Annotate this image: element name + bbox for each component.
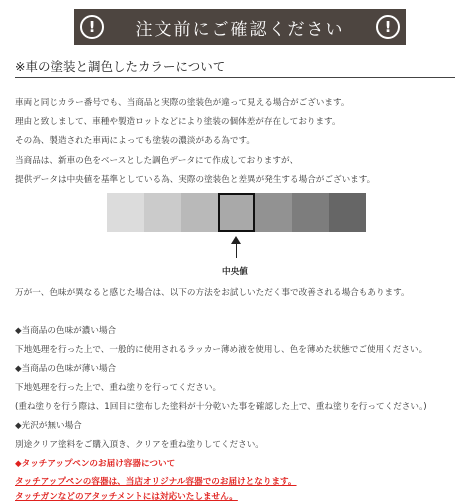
container-line-1: タッチアップペンの容器は、当店オリジナル容器でのお届けとなります。 — [15, 477, 297, 487]
color-swatch — [329, 193, 366, 232]
intro-line: 車両と同じカラー番号でも、当商品と実際の塗装色が違って見える場合がございます。 — [15, 98, 350, 108]
light-body: 下地処理を行った上で、重ね塗りを行ってください。 — [15, 383, 222, 393]
gloss-body: 別途クリア塗料をご購入頂き、クリアを重ね塗りしてください。 — [15, 440, 264, 450]
container-heading: ◆タッチアップペンのお届け容器について — [15, 459, 176, 469]
color-swatch-center — [218, 193, 255, 232]
subtitle-underline — [15, 77, 455, 78]
section-subtitle: ※車の塗装と調色したカラーについて — [15, 59, 226, 74]
color-swatch — [107, 193, 144, 232]
header-title: 注文前にご確認ください — [135, 19, 345, 40]
dark-heading: ◆当商品の色味が濃い場合 — [15, 326, 117, 336]
light-heading: ◆当商品の色味が薄い場合 — [15, 364, 117, 374]
container-line-2: タッチガンなどのアタッチメントには対応いたしません。 — [15, 492, 238, 502]
arrow-stem — [236, 243, 237, 258]
improvement-note: 万が一、色味が異なると感じた場合は、以下の方法をお試しいただく事で改善される場合もあります。 — [15, 288, 410, 298]
color-swatch — [144, 193, 181, 232]
intro-line: 当商品は、新車の色をベースとした調色データにて作成しておりますが、 — [15, 156, 299, 166]
intro-line: 理由と致しまして、車種や製造ロットなどにより塗装の個体差が存在しております。 — [15, 117, 341, 127]
intro-line: 提供データは中央値を基準としている為、実際の塗装色と差異が発生する場合がございます。 — [15, 175, 376, 185]
color-swatch — [292, 193, 329, 232]
exclamation-icon: ! — [80, 15, 104, 39]
color-swatch — [255, 193, 292, 232]
exclamation-icon: ! — [376, 15, 400, 39]
color-swatch — [181, 193, 218, 232]
dark-body: 下地処理を行った上で、一般的に使用されるラッカー薄め液を使用し、色を薄めた状態でご使用ください。 — [15, 345, 428, 355]
notice-header — [74, 9, 406, 45]
center-value-label: 中央値 — [222, 267, 248, 277]
gloss-heading: ◆光沢が無い場合 — [15, 421, 82, 431]
color-swatch-strip — [107, 193, 366, 232]
light-note: (重ね塗りを行う際は、1回目に塗布した塗料が十分乾いた事を確認した上で、重ね塗りを行ってください。) — [15, 402, 427, 412]
intro-line: その為、製造された車両によっても塗装の濃淡がある為です。 — [15, 136, 255, 146]
